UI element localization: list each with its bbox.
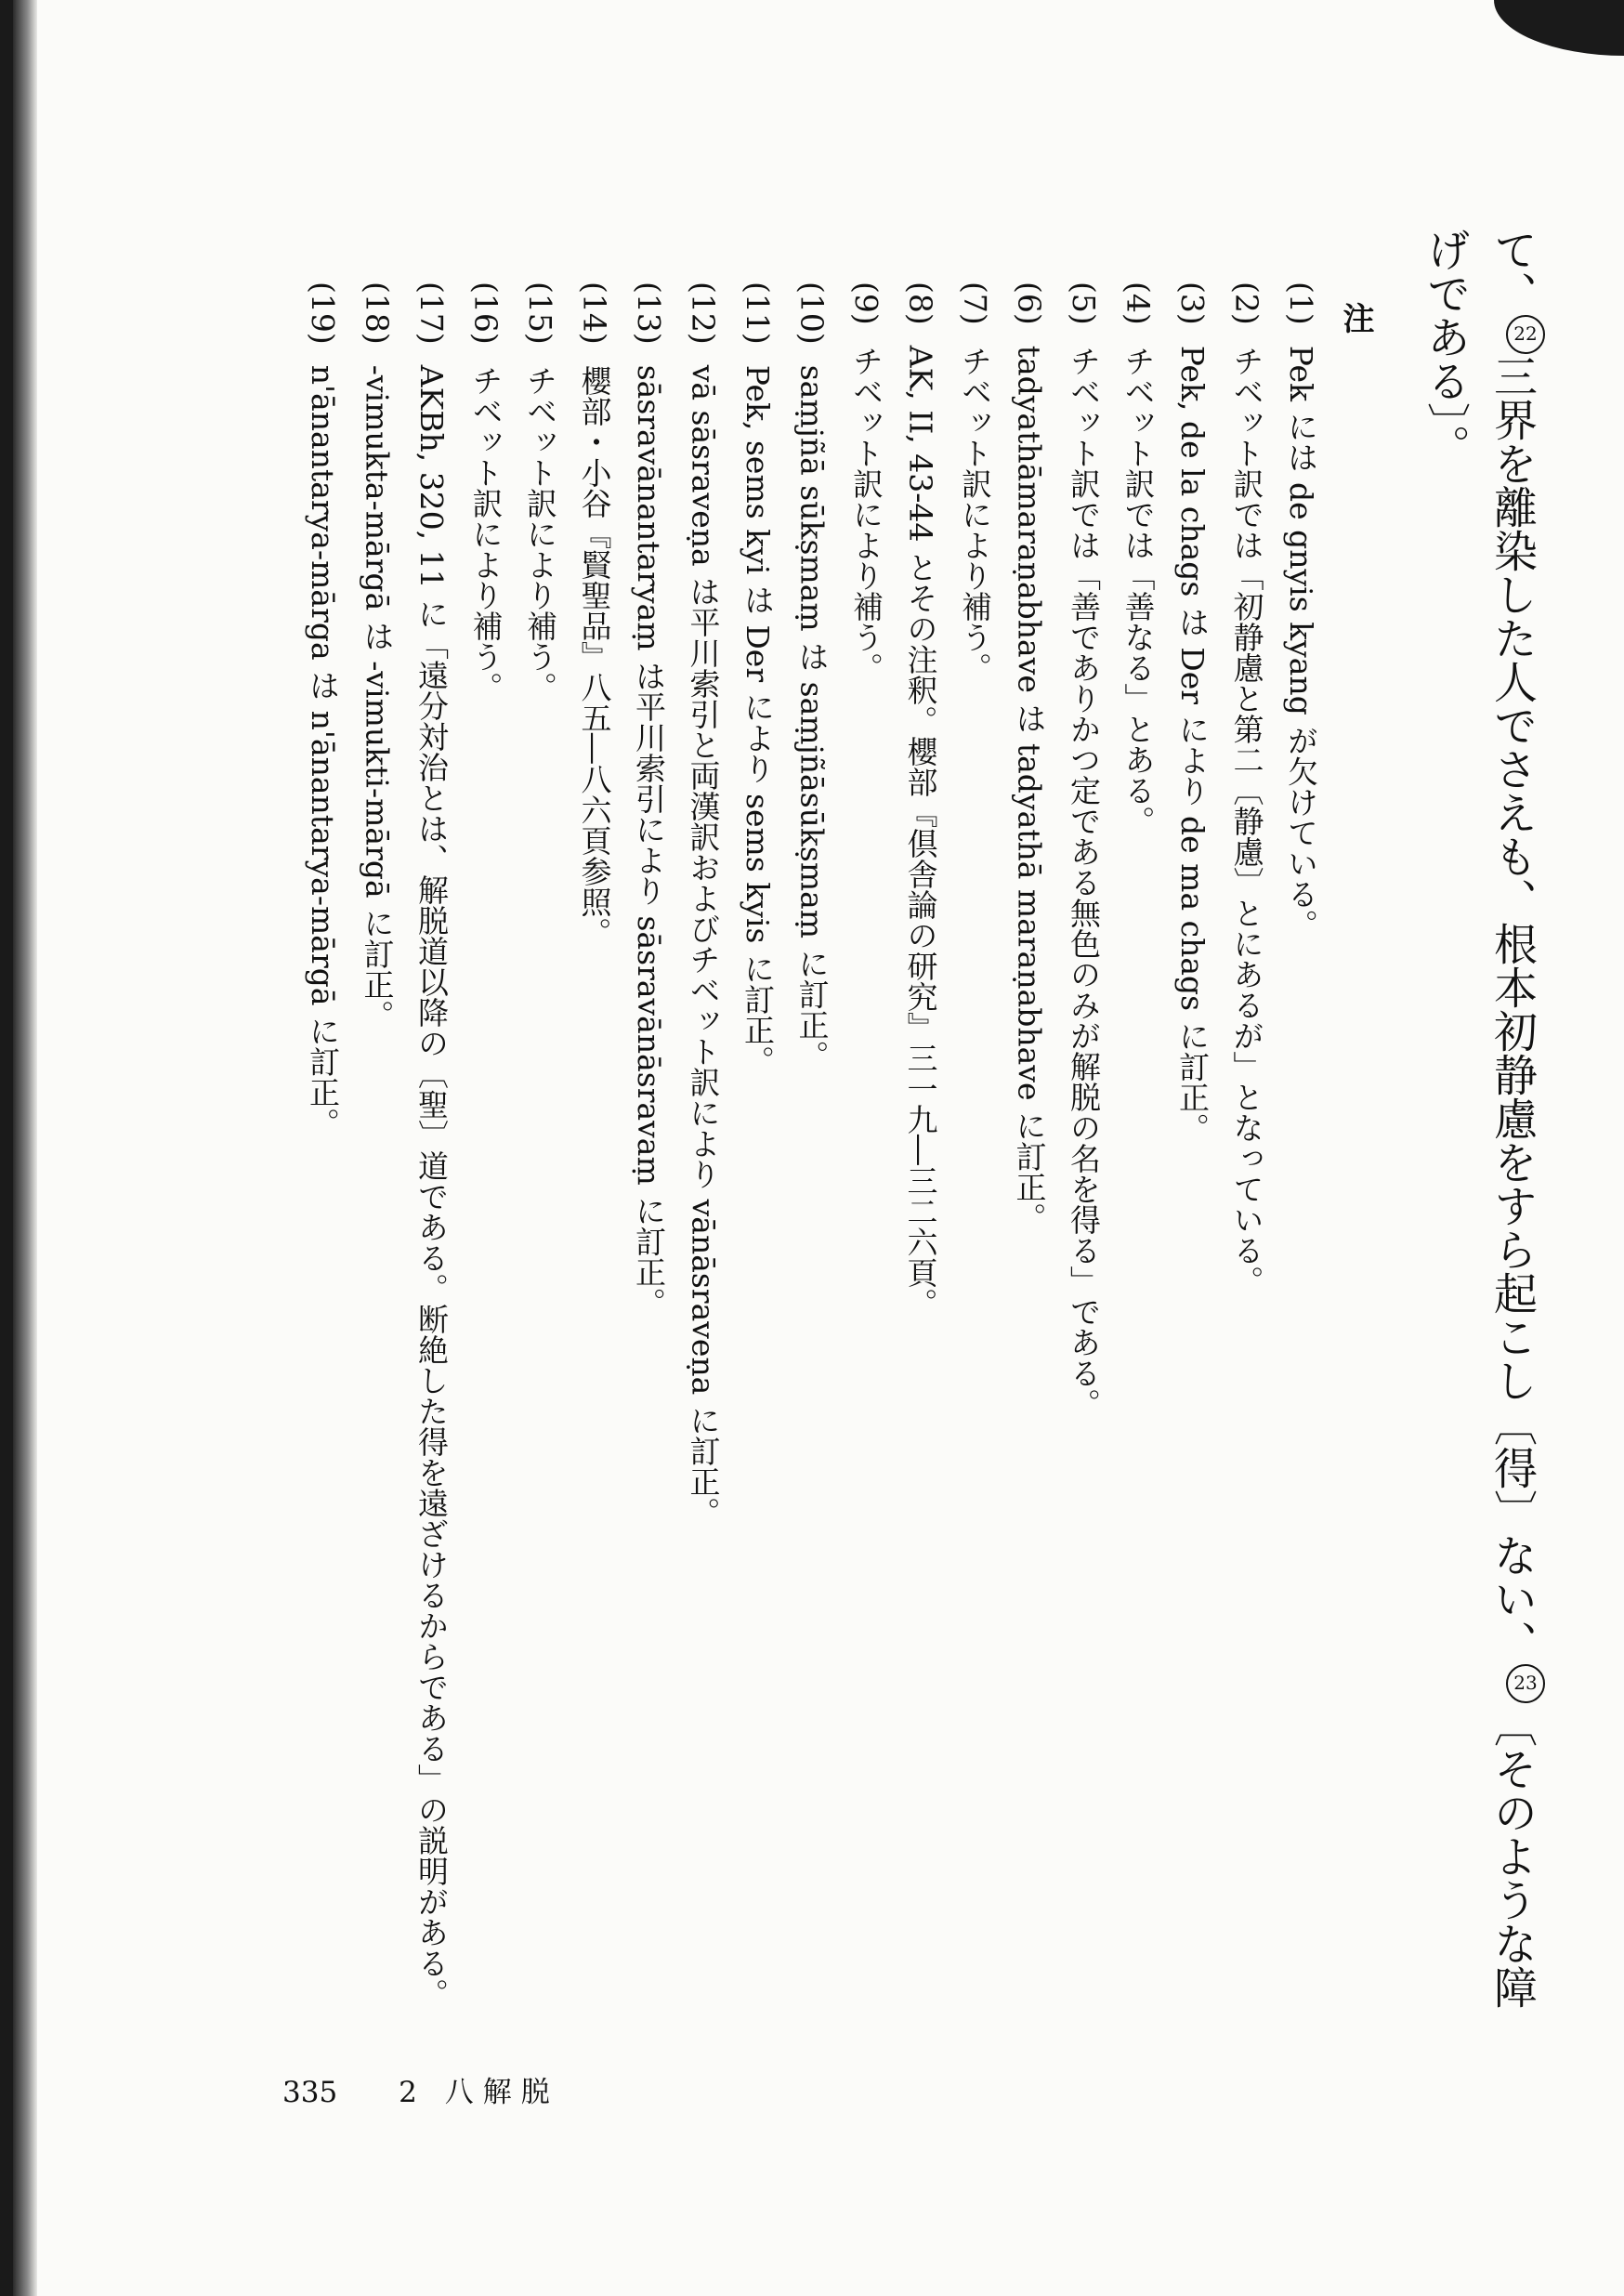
- main-text: [1411, 228, 1545, 2021]
- note-text: Pek, de la chags は Der により de ma chags に訂正。: [1174, 345, 1211, 1144]
- book-spine-shadow: [13, 0, 37, 2296]
- note-number: (9): [848, 282, 884, 325]
- note-text: チベット訳により補う。: [522, 364, 558, 702]
- note-15: [513, 282, 568, 2021]
- note-text: tadyathāmaraṇabhave は tadyathā maraṇabhave に訂正。: [1011, 345, 1048, 1233]
- note-text: チベット訳では「善なる」とある。: [1120, 345, 1157, 836]
- note-number: (13): [631, 282, 667, 345]
- note-18: [349, 282, 404, 2021]
- note-text: Pek, sems kyi は Der により sems kyis に訂正。: [740, 364, 776, 1076]
- note-number: (8): [902, 282, 939, 325]
- note-number: (16): [467, 282, 504, 345]
- note-number: (15): [522, 282, 558, 345]
- vertical-text-block: [151, 228, 1545, 2021]
- note-3: [1165, 282, 1220, 2021]
- note-8: [893, 282, 948, 2021]
- note-text: 櫻部・小谷『賢聖品』八五―八六頁参照。: [576, 364, 613, 948]
- note-1: [1274, 282, 1329, 2021]
- note-text: n'ānantarya-mārga は n'ānantarya-mārgā に訂正。: [305, 364, 341, 1139]
- note-2: [1219, 282, 1274, 2021]
- note-text: vā sāsraveṇa は平川索引と両漢訳およびチベット訳により vānāsraveṇa に訂正。: [685, 364, 722, 1528]
- note-14: [567, 282, 622, 2021]
- book-page: [13, 0, 1624, 2296]
- note-number: (11): [740, 282, 776, 345]
- note-text: チベット訳により補う。: [848, 345, 884, 683]
- note-7: [948, 282, 1002, 2021]
- note-number: (14): [576, 282, 613, 345]
- note-text: saṃjñā sūkṣmaṃ は saṃjñāsūkṣmaṃ に訂正。: [793, 364, 831, 1071]
- main-text-part-2: 三界を離染した人でさえも、根本初静慮をすら起こし〔得〕ない、: [1486, 354, 1538, 1664]
- note-9: [839, 282, 894, 2021]
- note-number: (12): [685, 282, 722, 345]
- note-text: チベット訳により補う。: [957, 345, 993, 683]
- note-text: Pek には de gnyis kyang が欠けている。: [1283, 345, 1319, 940]
- section-title: 2 八解脱: [399, 2076, 559, 2109]
- note-19: [295, 282, 350, 2021]
- note-number: (10): [793, 282, 831, 345]
- note-16: [458, 282, 513, 2021]
- note-number: (2): [1228, 282, 1265, 325]
- note-text: AKBh, 320, 11 に「遠分対治とは、解脱道以降の〔聖〕道である。断絶した得を遠ざけるからである」の説明がある。: [413, 364, 450, 2010]
- main-text-part-3: 〔そのような障げである〕。: [1420, 228, 1538, 2009]
- page-number: 335: [282, 2076, 338, 2109]
- note-text: チベット訳により補う。: [467, 364, 504, 702]
- note-17: [404, 282, 459, 2021]
- note-10: [784, 282, 839, 2021]
- note-text: -vimukta-mārgā は -vimukti-mārgā に訂正。: [359, 364, 396, 1031]
- note-number: (18): [359, 282, 396, 345]
- main-text-part-1: て、: [1486, 228, 1538, 315]
- scan-corner: [1494, 0, 1624, 56]
- footnote-ref-23: 23: [1506, 1664, 1545, 1703]
- note-text: sāsravānantaryaṃ は平川索引により sāsravānāsravaṃ に訂正。: [631, 364, 667, 1319]
- note-number: (1): [1283, 282, 1319, 325]
- running-footer: [282, 2068, 559, 2110]
- note-number: (7): [957, 282, 993, 325]
- note-6: [1002, 282, 1056, 2021]
- note-text: チベット訳では「初静慮と第二〔静慮〕とにあるが」となっている。: [1228, 345, 1265, 1296]
- note-11: [730, 282, 785, 2021]
- footnote-ref-22: 22: [1506, 315, 1545, 354]
- note-5: [1056, 282, 1111, 2021]
- note-number: (17): [413, 282, 450, 345]
- note-12: [675, 282, 730, 2021]
- note-number: (5): [1066, 282, 1102, 325]
- note-number: (4): [1120, 282, 1157, 325]
- note-text: AK, II, 43-44 とその注釈。櫻部『倶舎論の研究』三一九―三二六頁。: [902, 345, 939, 1319]
- note-number: (3): [1174, 282, 1211, 325]
- notes-heading: 注: [1337, 302, 1374, 334]
- note-13: [622, 282, 676, 2021]
- note-number: (19): [305, 282, 341, 345]
- note-text: チベット訳では「善でありかつ定である無色のみが解脱の名を得る」である。: [1066, 345, 1102, 1419]
- note-4: [1110, 282, 1165, 2021]
- note-number: (6): [1011, 282, 1048, 325]
- notes-list: [295, 228, 1329, 2021]
